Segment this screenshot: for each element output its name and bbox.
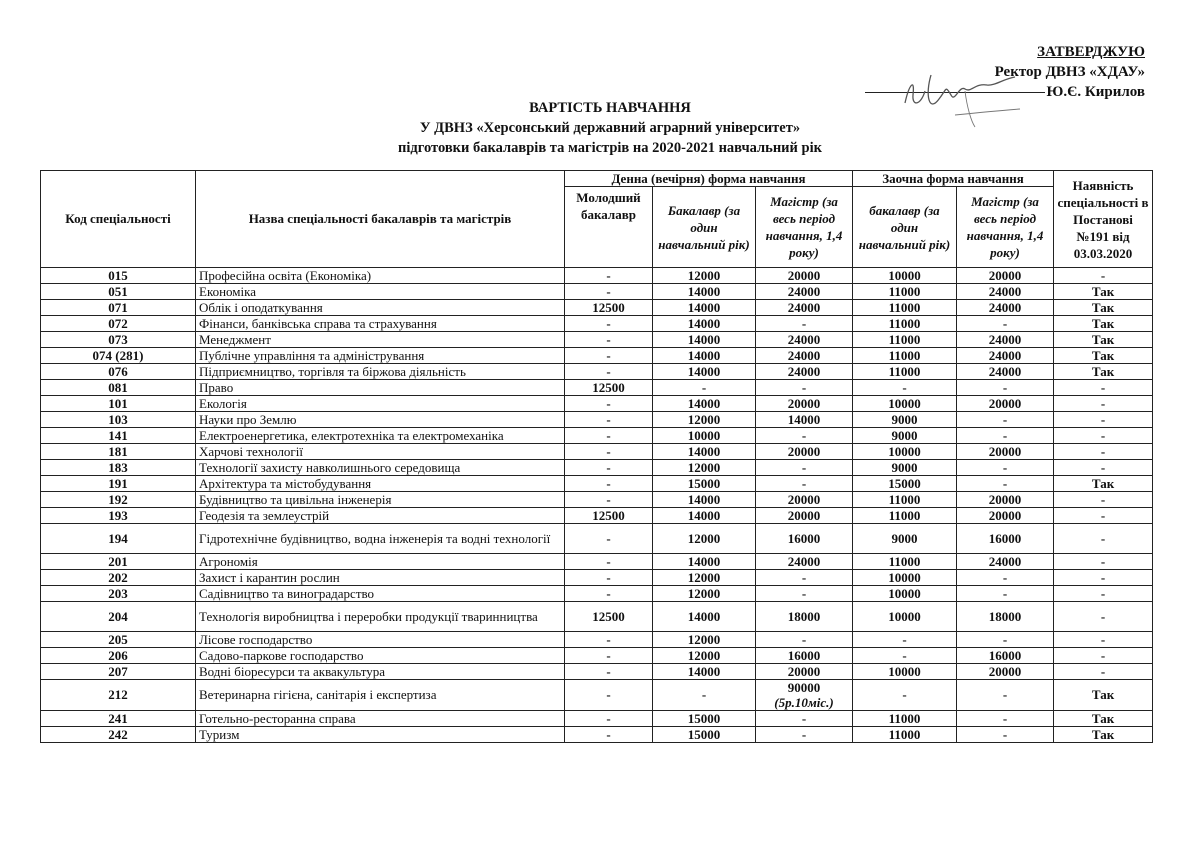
cell-code: 101 xyxy=(41,396,196,412)
cell-code: 212 xyxy=(41,680,196,711)
cell-bachelor-extramural: - xyxy=(853,632,957,648)
cell-code: 201 xyxy=(41,554,196,570)
table-row xyxy=(41,380,1153,396)
cell-presence: Так xyxy=(1054,680,1153,711)
cell-master-day: 20000 xyxy=(756,664,853,680)
document-title: ВАРТІСТЬ НАВЧАННЯ xyxy=(529,100,691,116)
cell-junior-bachelor: - xyxy=(565,570,653,586)
cell-code: 206 xyxy=(41,648,196,664)
cell-junior-bachelor: - xyxy=(565,332,653,348)
cell-code: 074 (281) xyxy=(41,348,196,364)
cell-bachelor-day: 15000 xyxy=(653,476,756,492)
approval-title: ЗАТВЕРДЖУЮ xyxy=(1037,44,1145,60)
table-row xyxy=(41,444,1153,460)
cell-bachelor-day: 12000 xyxy=(653,524,756,554)
table-row xyxy=(41,396,1153,412)
cell-code: 181 xyxy=(41,444,196,460)
table-row xyxy=(41,586,1153,602)
cell-master-day: - xyxy=(756,316,853,332)
cell-junior-bachelor: - xyxy=(565,554,653,570)
cell-bachelor-extramural: 10000 xyxy=(853,396,957,412)
cell-bachelor-day: 12000 xyxy=(653,570,756,586)
header-bachelor-day: Бакалавр (за один навчальний рік) xyxy=(653,187,756,268)
cell-bachelor-extramural: 10000 xyxy=(853,664,957,680)
cell-name: Економіка xyxy=(196,284,565,300)
cell-bachelor-day: 14000 xyxy=(653,316,756,332)
table-row xyxy=(41,602,1153,632)
cell-master-day: - xyxy=(756,570,853,586)
cell-junior-bachelor: 12500 xyxy=(565,300,653,316)
cell-master-day: - xyxy=(756,460,853,476)
table-header-row xyxy=(41,171,1153,187)
header-master-day: Магістр (за весь період навчання, 1,4 року) xyxy=(756,187,853,268)
cell-name: Науки про Землю xyxy=(196,412,565,428)
table-row xyxy=(41,268,1153,284)
cell-bachelor-day: 14000 xyxy=(653,348,756,364)
cell-master-extramural: - xyxy=(957,727,1054,743)
cell-bachelor-extramural: 11000 xyxy=(853,727,957,743)
cell-code: 073 xyxy=(41,332,196,348)
header-master-extramural: Магістр (за весь період навчання, 1,4 року) xyxy=(957,187,1054,268)
cell-bachelor-day: 15000 xyxy=(653,711,756,727)
cell-bachelor-day: 12000 xyxy=(653,632,756,648)
cell-name: Ветеринарна гігієна, санітарія і експертиза xyxy=(196,680,565,711)
table-row xyxy=(41,284,1153,300)
cell-name: Право xyxy=(196,380,565,396)
cell-presence: Так xyxy=(1054,284,1153,300)
cell-junior-bachelor: - xyxy=(565,586,653,602)
cell-master-extramural: 20000 xyxy=(957,508,1054,524)
cell-code: 192 xyxy=(41,492,196,508)
cell-bachelor-extramural: 11000 xyxy=(853,364,957,380)
document-period: підготовки бакалаврів та магістрів на 2020-2021 навчальний рік xyxy=(398,140,822,156)
cell-junior-bachelor: 12500 xyxy=(565,380,653,396)
table-row xyxy=(41,711,1153,727)
cell-presence: Так xyxy=(1054,316,1153,332)
cell-junior-bachelor: - xyxy=(565,727,653,743)
cell-bachelor-extramural: 9000 xyxy=(853,460,957,476)
table-row xyxy=(41,680,1153,711)
document-subtitle: У ДВНЗ «Херсонський державний аграрний університет» xyxy=(419,120,801,136)
cell-code: 203 xyxy=(41,586,196,602)
cell-presence: - xyxy=(1054,554,1153,570)
table-row xyxy=(41,648,1153,664)
cell-bachelor-extramural: - xyxy=(853,680,957,711)
cell-master-extramural: 24000 xyxy=(957,332,1054,348)
cell-master-day: 16000 xyxy=(756,648,853,664)
cell-master-day: 24000 xyxy=(756,348,853,364)
cell-presence: Так xyxy=(1054,300,1153,316)
cell-master-extramural: - xyxy=(957,460,1054,476)
cell-presence: Так xyxy=(1054,332,1153,348)
cell-master-day: - xyxy=(756,632,853,648)
table-row xyxy=(41,348,1153,364)
document-heading xyxy=(300,98,920,158)
cell-name: Підприємництво, торгівля та біржова діяльність xyxy=(196,364,565,380)
cell-master-extramural: 24000 xyxy=(957,284,1054,300)
cell-name: Гідротехнічне будівництво, водна інженерія та водні технології xyxy=(196,524,565,554)
cell-master-extramural: - xyxy=(957,428,1054,444)
cell-master-day: - xyxy=(756,727,853,743)
cell-master-extramural: 20000 xyxy=(957,268,1054,284)
cell-junior-bachelor: - xyxy=(565,396,653,412)
table-row xyxy=(41,428,1153,444)
cell-bachelor-day: 15000 xyxy=(653,727,756,743)
cell-junior-bachelor: - xyxy=(565,316,653,332)
cell-master-day: 20000 xyxy=(756,396,853,412)
cell-bachelor-extramural: 11000 xyxy=(853,316,957,332)
cell-master-day: 16000 xyxy=(756,524,853,554)
cell-junior-bachelor: - xyxy=(565,492,653,508)
cell-presence: Так xyxy=(1054,476,1153,492)
cell-code: 072 xyxy=(41,316,196,332)
cell-code: 015 xyxy=(41,268,196,284)
table-row xyxy=(41,492,1153,508)
cell-junior-bachelor: - xyxy=(565,348,653,364)
cell-master-extramural: - xyxy=(957,316,1054,332)
cell-presence: - xyxy=(1054,428,1153,444)
cell-junior-bachelor: - xyxy=(565,268,653,284)
cell-name: Облік і оподаткування xyxy=(196,300,565,316)
cell-junior-bachelor: - xyxy=(565,680,653,711)
table-body xyxy=(41,268,1153,743)
cell-bachelor-day: 14000 xyxy=(653,492,756,508)
table-row xyxy=(41,364,1153,380)
cell-master-day: 24000 xyxy=(756,332,853,348)
table-row xyxy=(41,300,1153,316)
cell-code: 191 xyxy=(41,476,196,492)
cell-presence: Так xyxy=(1054,364,1153,380)
cell-bachelor-day: 14000 xyxy=(653,664,756,680)
approval-signer-name: Ю.Є. Кирилов xyxy=(1046,84,1145,100)
cell-code: 081 xyxy=(41,380,196,396)
cell-bachelor-extramural: 11000 xyxy=(853,508,957,524)
cell-bachelor-extramural: - xyxy=(853,648,957,664)
cell-code: 071 xyxy=(41,300,196,316)
cell-junior-bachelor: - xyxy=(565,632,653,648)
cell-bachelor-day: 12000 xyxy=(653,648,756,664)
cell-presence: - xyxy=(1054,508,1153,524)
cell-name: Професійна освіта (Економіка) xyxy=(196,268,565,284)
cell-name: Технологія виробництва і переробки продукції тваринництва xyxy=(196,602,565,632)
cell-code: 194 xyxy=(41,524,196,554)
cell-presence: - xyxy=(1054,648,1153,664)
cell-bachelor-day: 14000 xyxy=(653,284,756,300)
cell-bachelor-extramural: 10000 xyxy=(853,444,957,460)
cell-bachelor-day: 12000 xyxy=(653,460,756,476)
cell-bachelor-day: 14000 xyxy=(653,364,756,380)
cell-bachelor-day: - xyxy=(653,680,756,711)
cell-junior-bachelor: - xyxy=(565,412,653,428)
cell-presence: Так xyxy=(1054,711,1153,727)
cell-code: 103 xyxy=(41,412,196,428)
header-presence: Наявність спеціальності в Постанові №191 від 03.03.2020 xyxy=(1054,171,1153,268)
header-extramural-form: Заочна форма навчання xyxy=(853,171,1054,187)
cell-code: 202 xyxy=(41,570,196,586)
cell-presence: Так xyxy=(1054,348,1153,364)
cell-code: 183 xyxy=(41,460,196,476)
cell-presence: - xyxy=(1054,380,1153,396)
cell-name: Туризм xyxy=(196,727,565,743)
cell-master-day: 24000 xyxy=(756,300,853,316)
cell-master-day: 24000 xyxy=(756,364,853,380)
cell-bachelor-extramural: 11000 xyxy=(853,554,957,570)
cell-master-day: - xyxy=(756,711,853,727)
cell-name: Архітектура та містобудування xyxy=(196,476,565,492)
cell-junior-bachelor: - xyxy=(565,460,653,476)
cell-name: Захист і карантин рослин xyxy=(196,570,565,586)
cell-junior-bachelor: - xyxy=(565,664,653,680)
cell-master-extramural: 18000 xyxy=(957,602,1054,632)
cell-bachelor-extramural: 11000 xyxy=(853,492,957,508)
cell-bachelor-extramural: 15000 xyxy=(853,476,957,492)
table-row xyxy=(41,508,1153,524)
cell-bachelor-day: 12000 xyxy=(653,268,756,284)
cell-bachelor-extramural: 11000 xyxy=(853,284,957,300)
cell-master-extramural: 20000 xyxy=(957,664,1054,680)
cell-bachelor-extramural: 9000 xyxy=(853,524,957,554)
cell-master-extramural: - xyxy=(957,680,1054,711)
cell-junior-bachelor: - xyxy=(565,648,653,664)
cell-master-day xyxy=(756,680,853,711)
table-row xyxy=(41,412,1153,428)
cell-presence: - xyxy=(1054,396,1153,412)
table-row xyxy=(41,524,1153,554)
cell-master-extramural: - xyxy=(957,711,1054,727)
cell-master-extramural: 24000 xyxy=(957,348,1054,364)
cell-master-extramural: 20000 xyxy=(957,444,1054,460)
cell-name: Харчові технології xyxy=(196,444,565,460)
cell-presence: - xyxy=(1054,412,1153,428)
table-row xyxy=(41,632,1153,648)
cell-master-day: - xyxy=(756,476,853,492)
cell-master-day: 20000 xyxy=(756,508,853,524)
cell-master-extramural: 24000 xyxy=(957,554,1054,570)
cell-master-extramural: - xyxy=(957,380,1054,396)
cell-master-extramural: - xyxy=(957,570,1054,586)
cell-bachelor-day: 14000 xyxy=(653,554,756,570)
cell-bachelor-extramural: 11000 xyxy=(853,711,957,727)
cell-junior-bachelor: - xyxy=(565,444,653,460)
cell-bachelor-day: 14000 xyxy=(653,602,756,632)
cell-bachelor-extramural: 10000 xyxy=(853,570,957,586)
cell-code: 193 xyxy=(41,508,196,524)
cell-master-day: 18000 xyxy=(756,602,853,632)
cell-junior-bachelor: 12500 xyxy=(565,508,653,524)
cell-master-extramural: 20000 xyxy=(957,396,1054,412)
cell-bachelor-day: - xyxy=(653,380,756,396)
cell-name: Садово-паркове господарство xyxy=(196,648,565,664)
cell-master-day: - xyxy=(756,586,853,602)
table-row xyxy=(41,727,1153,743)
cell-master-day: 20000 xyxy=(756,444,853,460)
cell-name: Водні біоресурси та аквакультура xyxy=(196,664,565,680)
cell-bachelor-day: 14000 xyxy=(653,332,756,348)
cell-presence: - xyxy=(1054,460,1153,476)
cell-junior-bachelor: 12500 xyxy=(565,602,653,632)
cell-presence: - xyxy=(1054,602,1153,632)
cell-master-extramural: - xyxy=(957,586,1054,602)
cell-bachelor-day: 12000 xyxy=(653,586,756,602)
cell-master-extramural: - xyxy=(957,412,1054,428)
cell-bachelor-extramural: 10000 xyxy=(853,586,957,602)
cell-junior-bachelor: - xyxy=(565,428,653,444)
cell-junior-bachelor: - xyxy=(565,524,653,554)
cell-name: Екологія xyxy=(196,396,565,412)
cell-bachelor-day: 14000 xyxy=(653,396,756,412)
cell-name: Садівництво та виноградарство xyxy=(196,586,565,602)
cell-bachelor-extramural: - xyxy=(853,380,957,396)
cell-bachelor-extramural: 11000 xyxy=(853,348,957,364)
header-bachelor-extramural: бакалавр (за один навчальний рік) xyxy=(853,187,957,268)
cell-bachelor-extramural: 9000 xyxy=(853,412,957,428)
cell-name: Фінанси, банківська справа та страхування xyxy=(196,316,565,332)
cell-master-extramural: 24000 xyxy=(957,300,1054,316)
cell-bachelor-day: 14000 xyxy=(653,444,756,460)
master-day-value: 90000 xyxy=(787,680,821,695)
master-day-duration-note: (5р.10міс.) xyxy=(774,695,834,710)
cell-bachelor-extramural: 11000 xyxy=(853,300,957,316)
table-row xyxy=(41,476,1153,492)
cell-name: Будівництво та цивільна інженерія xyxy=(196,492,565,508)
cell-code: 242 xyxy=(41,727,196,743)
table-row xyxy=(41,664,1153,680)
cell-presence: - xyxy=(1054,492,1153,508)
cell-junior-bachelor: - xyxy=(565,476,653,492)
cell-name: Лісове господарство xyxy=(196,632,565,648)
cell-master-extramural: - xyxy=(957,632,1054,648)
header-name: Назва спеціальності бакалаврів та магістрів xyxy=(196,171,565,268)
cell-junior-bachelor: - xyxy=(565,364,653,380)
header-day-form: Денна (вечірня) форма навчання xyxy=(565,171,853,187)
cell-master-day: 20000 xyxy=(756,492,853,508)
cell-presence: - xyxy=(1054,586,1153,602)
cell-master-extramural: - xyxy=(957,476,1054,492)
cell-presence: - xyxy=(1054,570,1153,586)
cell-bachelor-day: 10000 xyxy=(653,428,756,444)
cell-code: 141 xyxy=(41,428,196,444)
cell-code: 051 xyxy=(41,284,196,300)
cell-name: Готельно-ресторанна справа xyxy=(196,711,565,727)
cell-presence: Так xyxy=(1054,727,1153,743)
cell-code: 241 xyxy=(41,711,196,727)
cell-junior-bachelor: - xyxy=(565,711,653,727)
cell-name: Менеджмент xyxy=(196,332,565,348)
tuition-table xyxy=(40,170,1153,743)
cell-name: Геодезія та землеустрій xyxy=(196,508,565,524)
cell-bachelor-day: 12000 xyxy=(653,412,756,428)
cell-presence: - xyxy=(1054,664,1153,680)
cell-name: Технології захисту навколишнього середовища xyxy=(196,460,565,476)
cell-master-day: - xyxy=(756,428,853,444)
table-row xyxy=(41,332,1153,348)
table-row xyxy=(41,554,1153,570)
cell-bachelor-day: 14000 xyxy=(653,300,756,316)
cell-presence: - xyxy=(1054,268,1153,284)
cell-code: 076 xyxy=(41,364,196,380)
cell-master-extramural: 24000 xyxy=(957,364,1054,380)
cell-code: 204 xyxy=(41,602,196,632)
cell-bachelor-day: 14000 xyxy=(653,508,756,524)
cell-master-day: 24000 xyxy=(756,554,853,570)
header-junior-bachelor: Молодший бакалавр xyxy=(565,187,653,268)
cell-master-day: 14000 xyxy=(756,412,853,428)
cell-master-day: 20000 xyxy=(756,268,853,284)
cell-presence: - xyxy=(1054,524,1153,554)
cell-bachelor-extramural: 9000 xyxy=(853,428,957,444)
table-row xyxy=(41,570,1153,586)
cell-master-extramural: 16000 xyxy=(957,648,1054,664)
cell-master-extramural: 16000 xyxy=(957,524,1054,554)
table-row xyxy=(41,460,1153,476)
header-code: Код спеціальності xyxy=(41,171,196,268)
table-row xyxy=(41,316,1153,332)
cell-master-day: - xyxy=(756,380,853,396)
cell-presence: - xyxy=(1054,444,1153,460)
cell-presence: - xyxy=(1054,632,1153,648)
cell-bachelor-extramural: 10000 xyxy=(853,268,957,284)
cell-master-day: 24000 xyxy=(756,284,853,300)
cell-master-extramural: 20000 xyxy=(957,492,1054,508)
cell-bachelor-extramural: 11000 xyxy=(853,332,957,348)
cell-bachelor-extramural: 10000 xyxy=(853,602,957,632)
cell-name: Публічне управління та адміністрування xyxy=(196,348,565,364)
cell-code: 205 xyxy=(41,632,196,648)
approval-position: Ректор ДВНЗ «ХДАУ» xyxy=(994,64,1145,80)
cell-name: Електроенергетика, електротехніка та електромеханіка xyxy=(196,428,565,444)
cell-name: Агрономія xyxy=(196,554,565,570)
cell-junior-bachelor: - xyxy=(565,284,653,300)
cell-code: 207 xyxy=(41,664,196,680)
